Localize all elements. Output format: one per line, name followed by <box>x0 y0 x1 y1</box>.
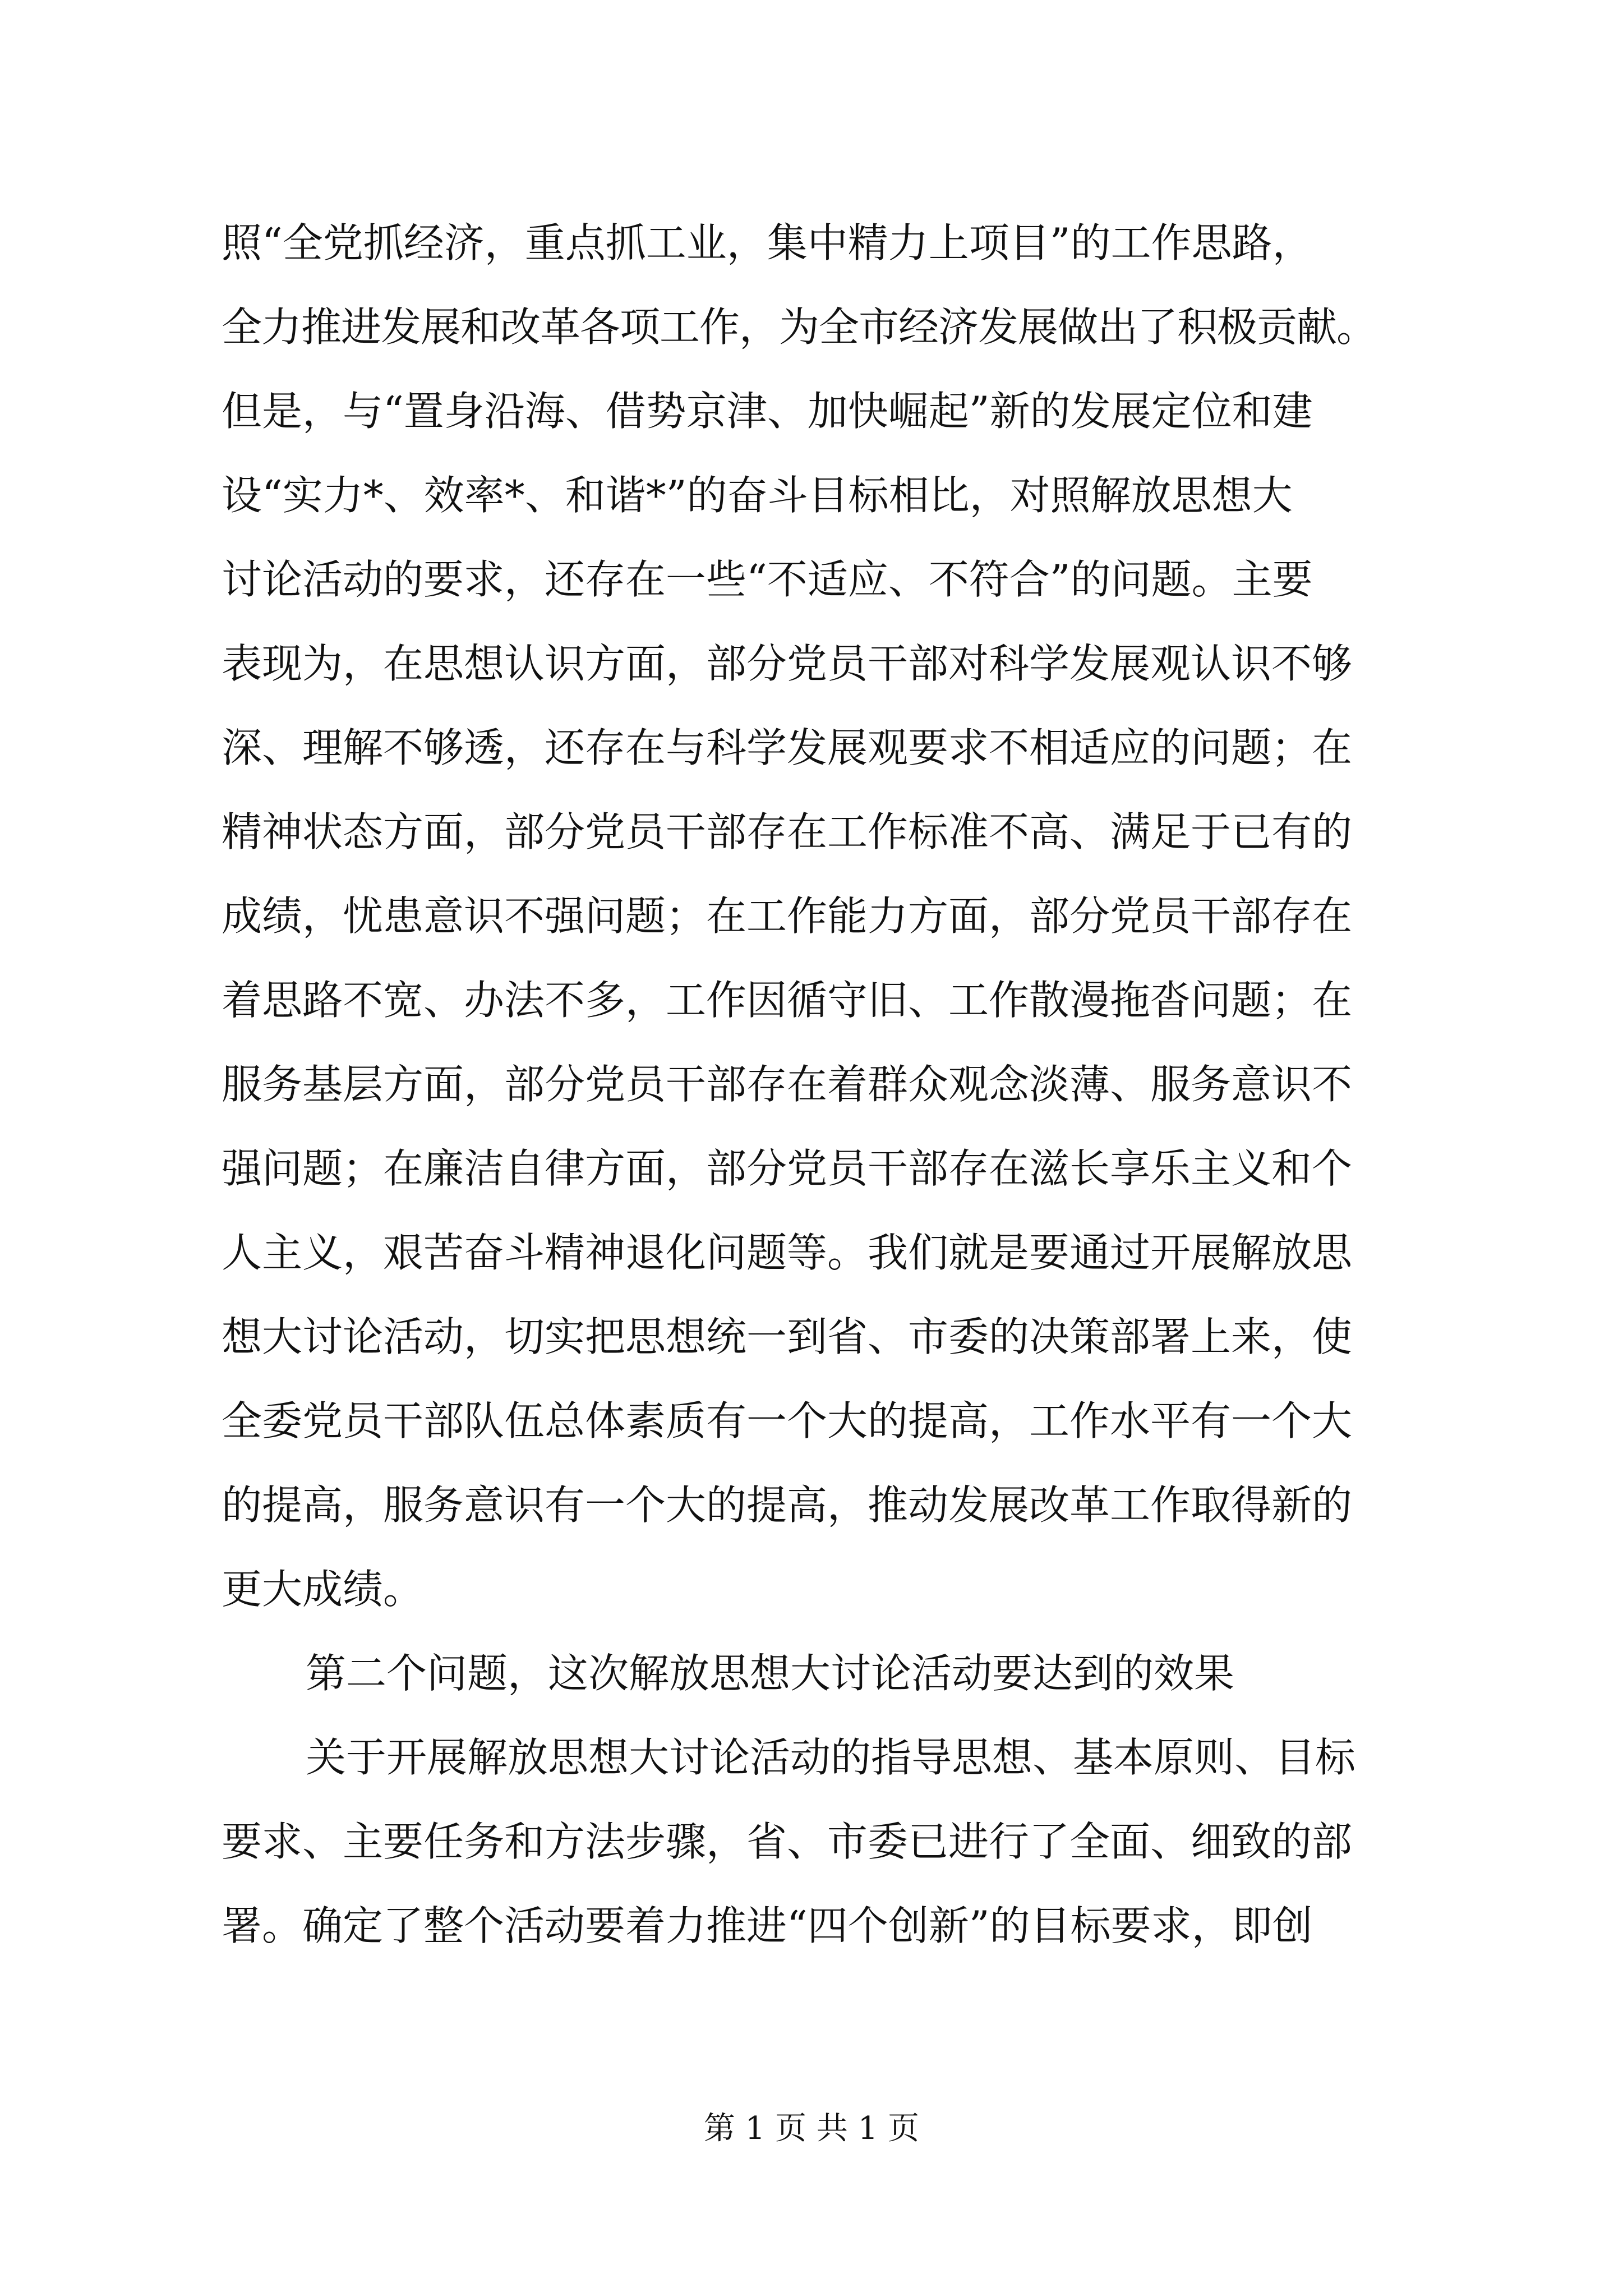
text-line: 关于开展解放思想大讨论活动的指导思想、基本原则、目标 <box>306 1734 1356 1781</box>
text-line: 署。确定了整个活动要着力推进“四个创新”的目标要求，即创 <box>222 1902 1313 1949</box>
text-line: 要求、主要任务和方法步骤，省、市委已进行了全面、细致的部 <box>222 1818 1353 1865</box>
text-line: 成绩，忧患意识不强问题；在工作能力方面，部分党员干部存在 <box>222 892 1353 940</box>
text-line: 但是，与“置身沿海、借势京津、加快崛起”新的发展定位和建 <box>222 388 1313 435</box>
document-body <box>222 201 1413 1968</box>
text-line: 人主义，艰苦奋斗精神退化问题等。我们就是要通过开展解放思 <box>222 1229 1353 1276</box>
text-line: 精神状态方面，部分党员干部存在工作标准不高、满足于已有的 <box>222 808 1353 855</box>
page-number-label: 第 1 页 共 1 页 <box>703 2110 920 2147</box>
text-line: 更大成绩。 <box>222 1566 424 1613</box>
text-line: 全力推进发展和改革各项工作，为全市经济发展做出了积极贡献。 <box>222 303 1377 351</box>
text-line: 强问题；在廉洁自律方面，部分党员干部存在滋长享乐主义和个 <box>222 1145 1353 1192</box>
text-line: 的提高，服务意识有一个大的提高，推动发展改革工作取得新的 <box>222 1481 1353 1529</box>
text-line: 深、理解不够透，还存在与科学发展观要求不相适应的问题；在 <box>222 724 1353 771</box>
text-line: 设“实力*、效率*、和谐*”的奋斗目标相比，对照解放思想大 <box>222 472 1293 519</box>
text-line: 表现为，在思想认识方面，部分党员干部对科学发展观认识不够 <box>222 640 1353 687</box>
text-line: 全委党员干部队伍总体素质有一个大的提高，工作水平有一个大 <box>222 1397 1353 1444</box>
text-line: 照“全党抓经济，重点抓工业，集中精力上项目”的工作思路， <box>222 219 1313 266</box>
text-line: 想大讨论活动，切实把思想统一到省、市委的决策部署上来，使 <box>222 1313 1353 1360</box>
section-heading: 第二个问题，这次解放思想大讨论活动要达到的效果 <box>306 1650 1235 1697</box>
text-line: 着思路不宽、办法不多，工作因循守旧、工作散漫拖沓问题；在 <box>222 977 1353 1024</box>
text-line: 讨论活动的要求，还存在一些“不适应、不符合”的问题。主要 <box>222 556 1313 603</box>
text-line: 服务基层方面，部分党员干部存在着群众观念淡薄、服务意识不 <box>222 1061 1353 1108</box>
page-footer <box>0 2106 1623 2151</box>
